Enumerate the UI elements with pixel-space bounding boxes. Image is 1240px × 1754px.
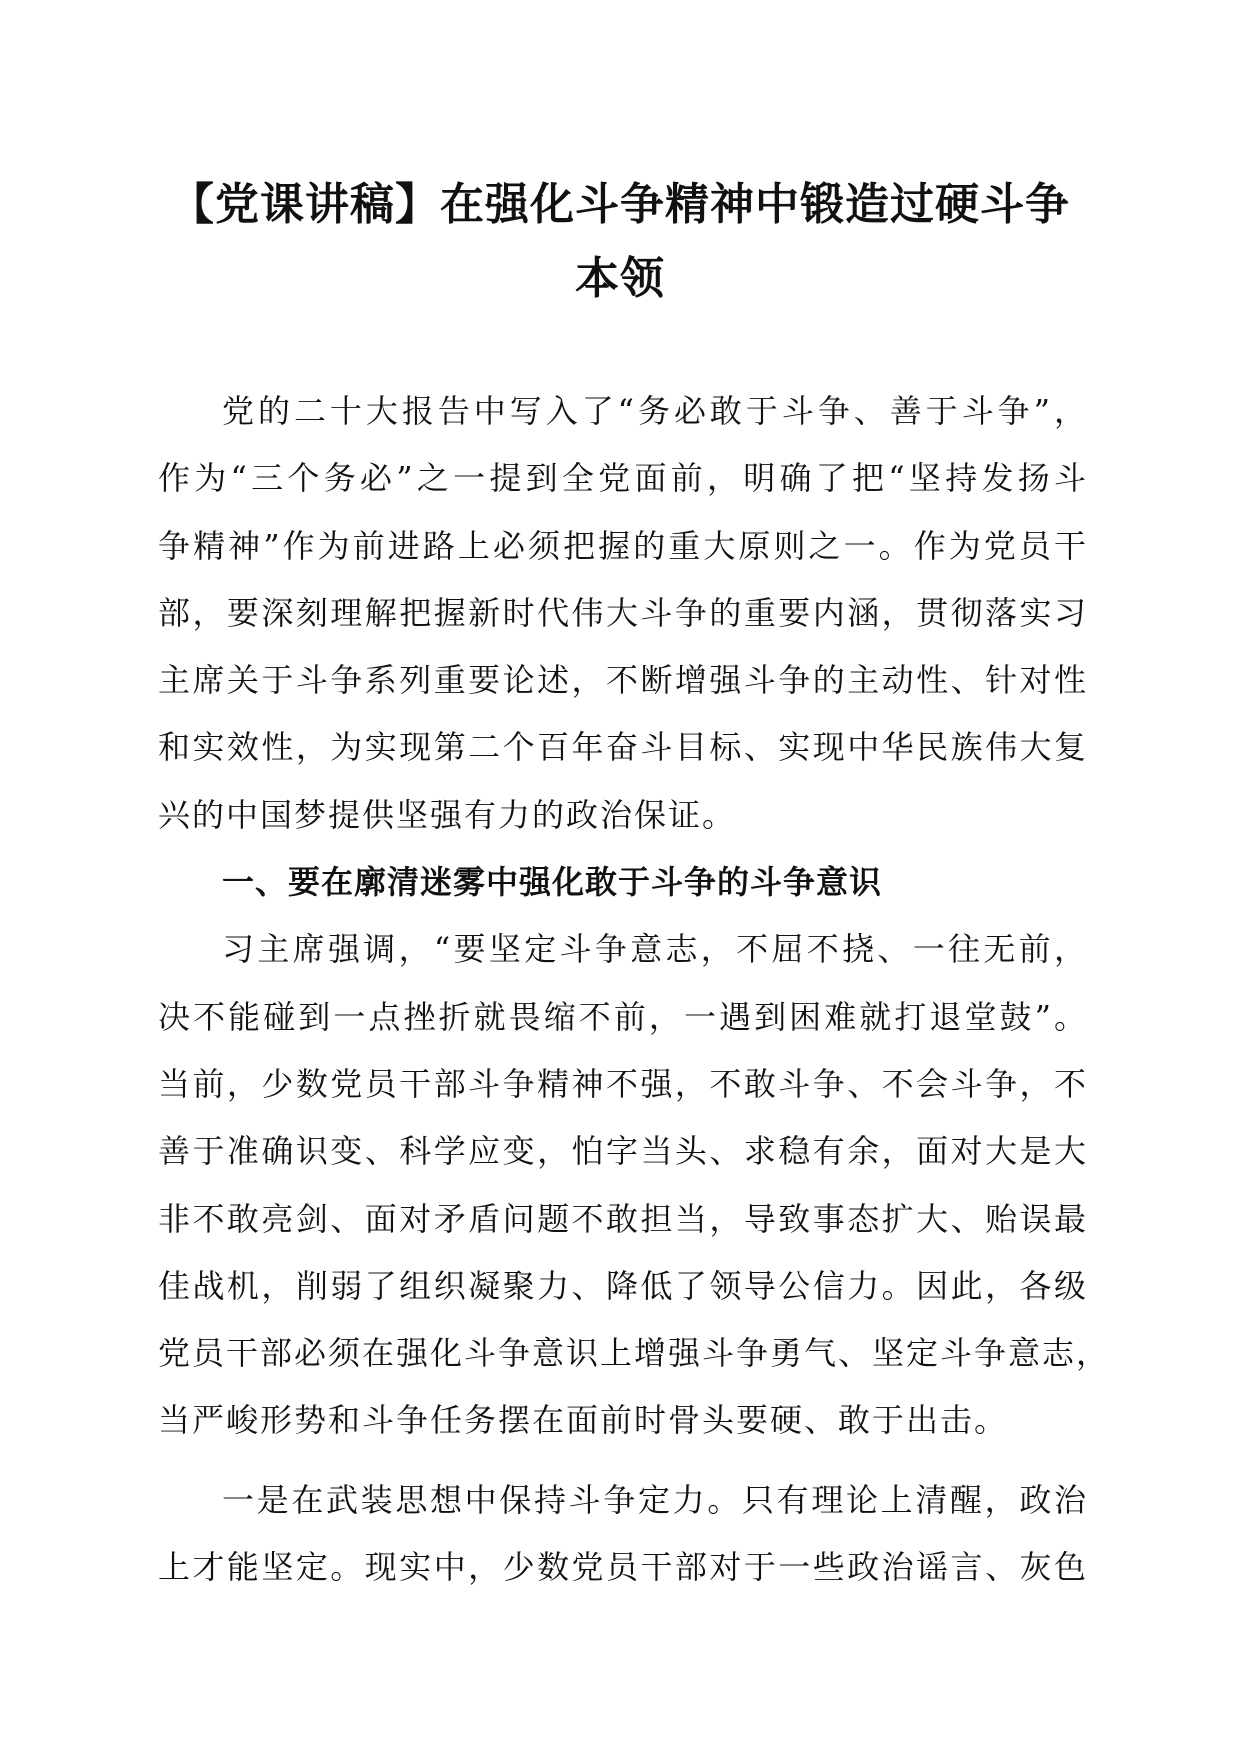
text-line: 主席关于斗争系列重要论述，不断增强斗争的主动性、针对性 (158, 661, 1088, 700)
text-line: 和实效性，为实现第二个百年奋斗目标、实现中华民族伟大复 (158, 728, 1088, 767)
paragraph-section-1 (158, 916, 1111, 1454)
paragraph-intro (158, 378, 1088, 849)
text-line: 佳战机，削弱了组织凝聚力、降低了领导公信力。因此，各级 (158, 1266, 1088, 1305)
text-line: 争精神”作为前进路上必须把握的重大原则之一。作为党员干 (158, 526, 1088, 565)
paragraph-point-1 (158, 1467, 1088, 1602)
text-line: 善于准确识变、科学应变，怕字当头、求稳有余，面对大是大 (158, 1132, 1088, 1171)
text-line: 上才能坚定。现实中，少数党员干部对于一些政治谣言、灰色 (158, 1548, 1088, 1587)
title-line-1: 【党课讲稿】在强化斗争精神中锻造过硬斗争 (170, 179, 1070, 230)
text-line: 党的二十大报告中写入了“务必敢于斗争、善于斗争”， (222, 392, 1088, 430)
text-line: 一是在武装思想中保持斗争定力。只有理论上清醒，政治 (222, 1480, 1088, 1519)
section-heading (158, 849, 1088, 916)
text-line: 党员干部必须在强化斗争意识上增强斗争勇气、坚定斗争意志， (158, 1334, 1111, 1373)
document-title (150, 168, 1090, 316)
text-line: 习主席强调，“要坚定斗争意志，不屈不挠、一往无前， (222, 930, 1088, 969)
text-line: 决不能碰到一点挫折就畏缩不前，一遇到困难就打退堂鼓”。 (158, 997, 1088, 1036)
heading-line: 一、要在廓清迷雾中强化敢于斗争的斗争意识 (222, 863, 883, 902)
paragraph-gap (158, 1455, 1088, 1467)
text-line: 作为“三个务必”之一提到全党面前，明确了把“坚持发扬斗 (158, 459, 1088, 498)
title-line-2: 本领 (575, 253, 665, 304)
text-line: 部，要深刻理解把握新时代伟大斗争的重要内涵，贯彻落实习 (158, 593, 1088, 632)
text-line: 当严峻形势和斗争任务摆在面前时骨头要硬、敢于出击。 (158, 1401, 1009, 1440)
document-body (158, 378, 1111, 1601)
text-line: 非不敢亮剑、面对矛盾问题不敢担当，导致事态扩大、贻误最 (158, 1199, 1088, 1238)
text-line: 当前，少数党员干部斗争精神不强，不敢斗争、不会斗争，不 (158, 1064, 1088, 1103)
text-line: 兴的中国梦提供坚强有力的政治保证。 (158, 795, 737, 834)
